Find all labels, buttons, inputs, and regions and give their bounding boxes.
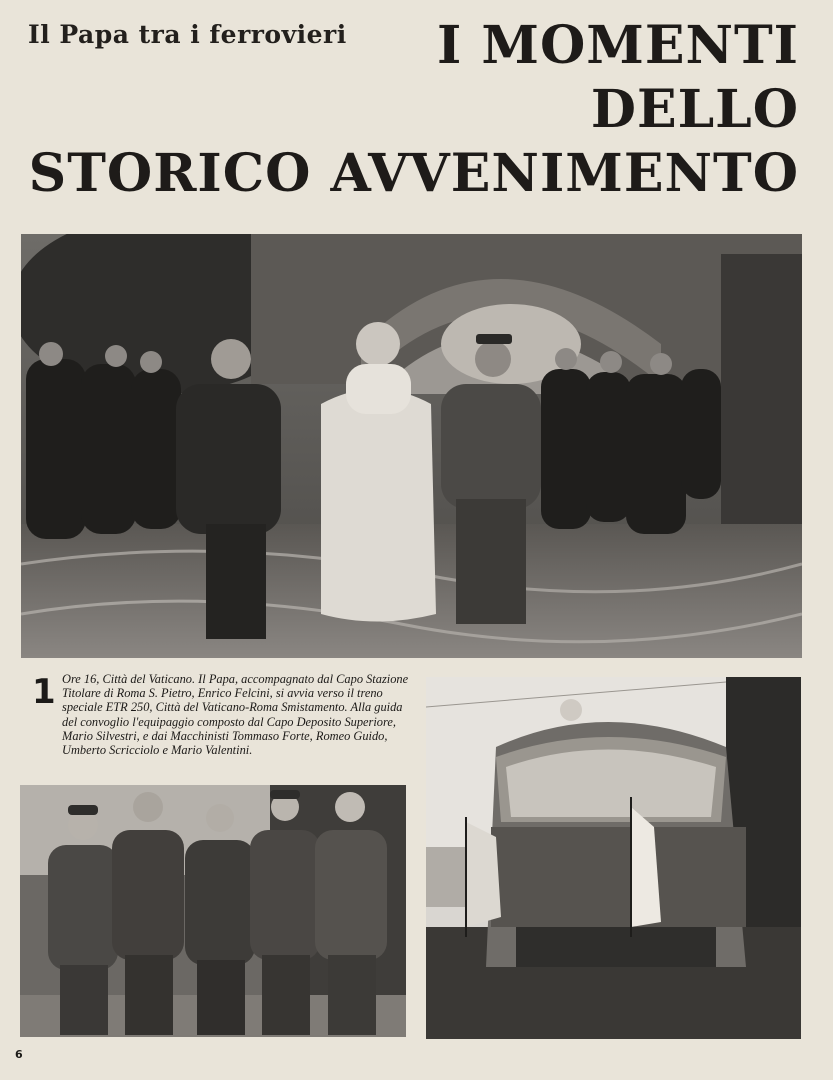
headline-line-3: STORICO AVVENIMENTO [28,143,799,204]
headline [29,14,799,206]
headline-line-1: I MOMENTI [436,15,799,76]
photo-caption: Ore 16, Città del Vaticano. Il Papa, accompagnato dal Capo Stazione Titolare di Roma S. Pietro, Enrico Felcini, si avvia verso il treno speciale ETR 250, Città del Vaticano-Roma Smistamento. Alla guida del convoglio l'equipaggio composto dal Capo Deposito Superiore, Mario Silvestri, e dai Macchinisti Tommaso Forte, Romeo Guido, Umberto Scricciolo e Mario Valentini. [62,672,409,758]
photo-pope-procession [21,234,802,658]
photo-train-crew [20,785,406,1037]
caption-number: 1 [32,672,56,712]
photo-etr250-train [426,677,801,1039]
page-number: 6 [15,1048,23,1061]
photo-pope-procession-image [21,234,802,658]
photo-etr250-train-image [426,677,801,1039]
photo-train-crew-image [20,785,406,1037]
section-kicker: Il Papa tra i ferrovieri [28,20,347,49]
headline-line-2: DELLO [590,79,799,140]
